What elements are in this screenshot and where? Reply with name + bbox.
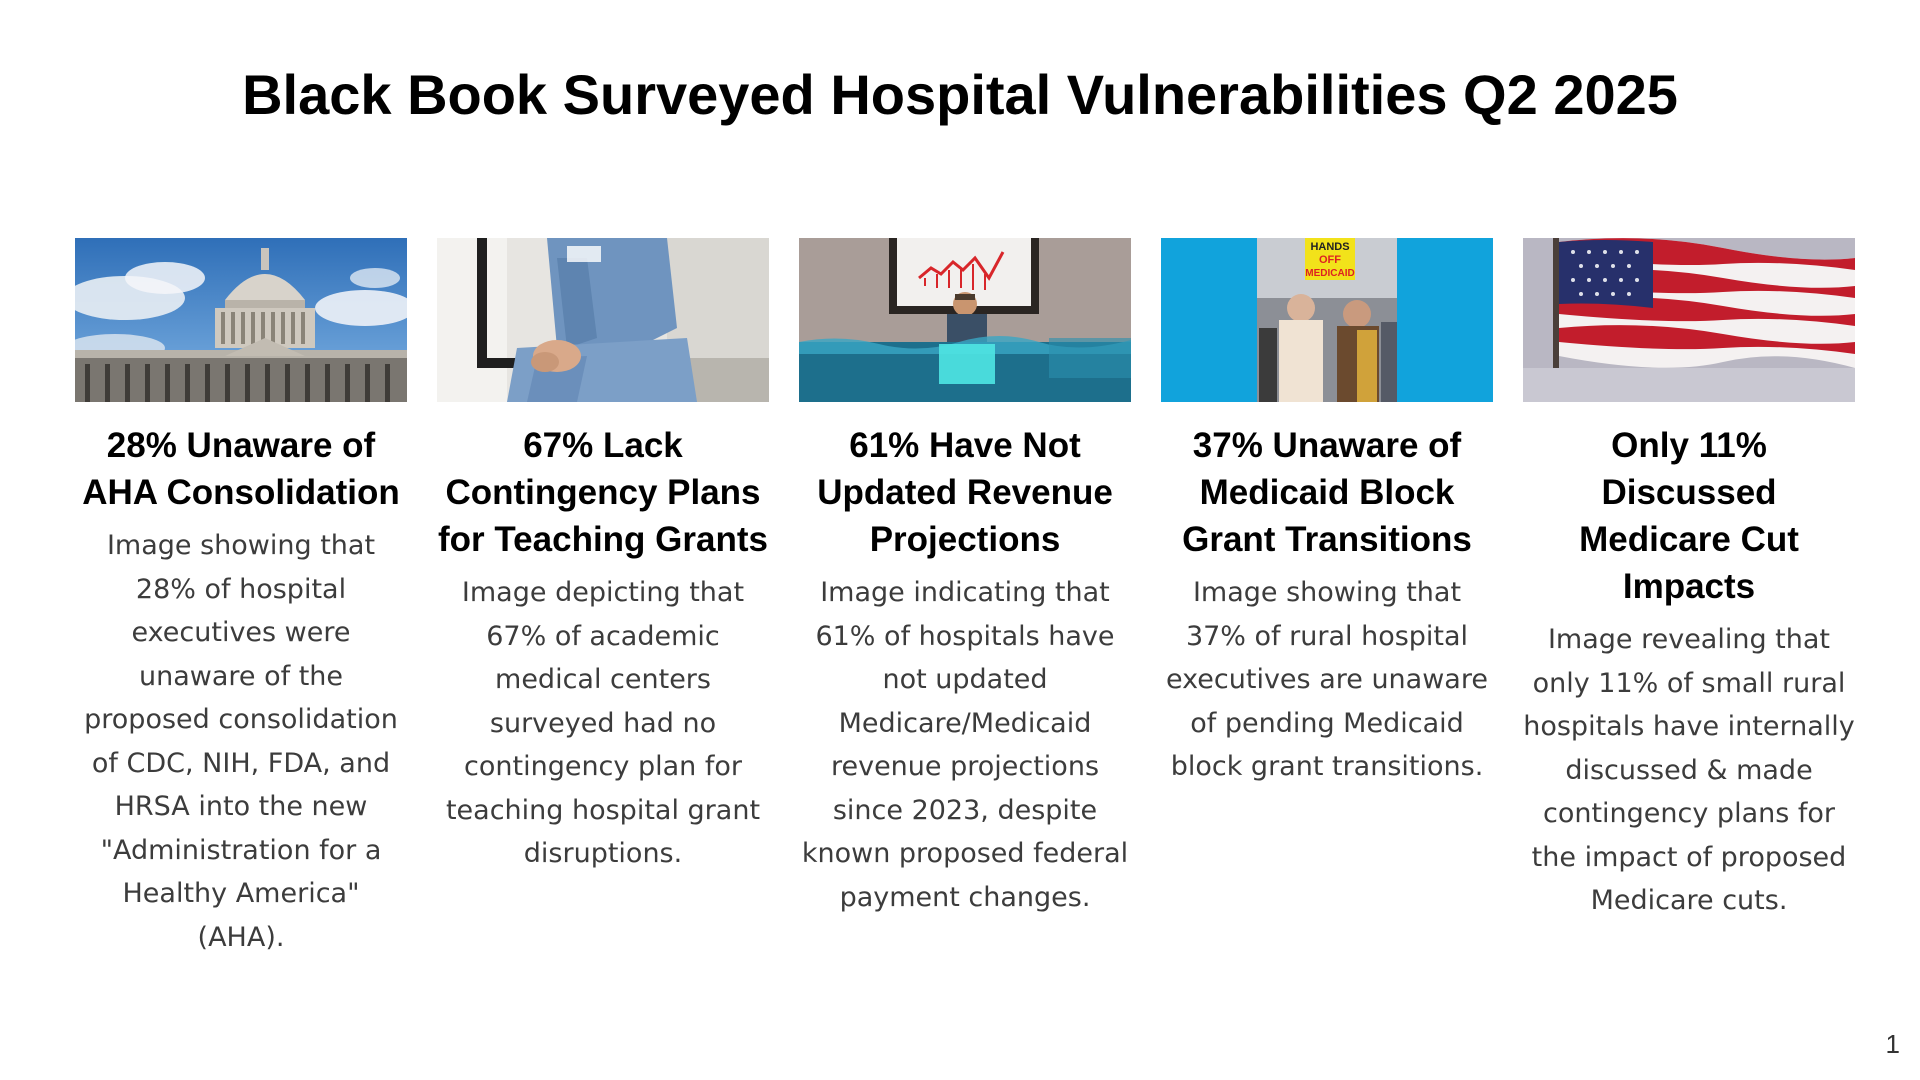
card-teaching-grants bbox=[437, 238, 769, 876]
card-heading: 67% Lack Contingency Plans for Teaching Grants bbox=[438, 426, 768, 559]
card-heading: 37% Unaware of Medicaid Block Grant Transitions bbox=[1182, 426, 1472, 559]
card-heading: 28% Unaware of AHA Consolidation bbox=[82, 426, 400, 512]
american-flag-photo bbox=[1523, 238, 1855, 402]
slide-title: Black Book Surveyed Hospital Vulnerabilities Q2 2025 bbox=[242, 63, 1678, 126]
seated-clinician-photo bbox=[437, 238, 769, 402]
card-description: Image revealing that only 11% of small rural hospitals have internally discussed & made contingency plans for the impact of proposed Medicare cuts. bbox=[1523, 624, 1855, 916]
card-medicaid-block-grant bbox=[1161, 238, 1493, 789]
card-description: Image depicting that 67% of academic medical centers surveyed had no contingency plan for teaching hospital grant disruptions. bbox=[445, 577, 761, 869]
medicaid-protest-photo bbox=[1161, 238, 1493, 402]
card-revenue-projections bbox=[799, 238, 1131, 919]
card-description: Image indicating that 61% of hospitals have not updated Medicare/Medicaid revenue projections since 2023, despite known proposed federal payment changes. bbox=[801, 577, 1129, 913]
card-medicare-cuts bbox=[1523, 238, 1855, 923]
card-description: Image showing that 28% of hospital executives were unaware of the proposed consolidation of CDC, NIH, FDA, and HRSA into the new "Administration for a Healthy America" (AHA). bbox=[84, 530, 398, 953]
protest-sign-text: OFF bbox=[1319, 254, 1341, 266]
protest-sign-text: HANDS bbox=[1310, 241, 1350, 253]
us-capitol-photo bbox=[75, 238, 407, 402]
flooded-office-photo bbox=[799, 238, 1131, 402]
card-aha-consolidation bbox=[75, 238, 407, 959]
page-number: 1 bbox=[1885, 1029, 1900, 1059]
card-heading: Only 11% Discussed Medicare Cut Impacts bbox=[1579, 426, 1799, 606]
protest-sign-text: MEDICAID bbox=[1305, 268, 1355, 279]
card-heading: 61% Have Not Updated Revenue Projections bbox=[817, 426, 1113, 559]
card-description: Image showing that 37% of rural hospital executives are unaware of pending Medicaid block grant transitions. bbox=[1166, 577, 1488, 782]
card-row bbox=[75, 238, 1855, 998]
